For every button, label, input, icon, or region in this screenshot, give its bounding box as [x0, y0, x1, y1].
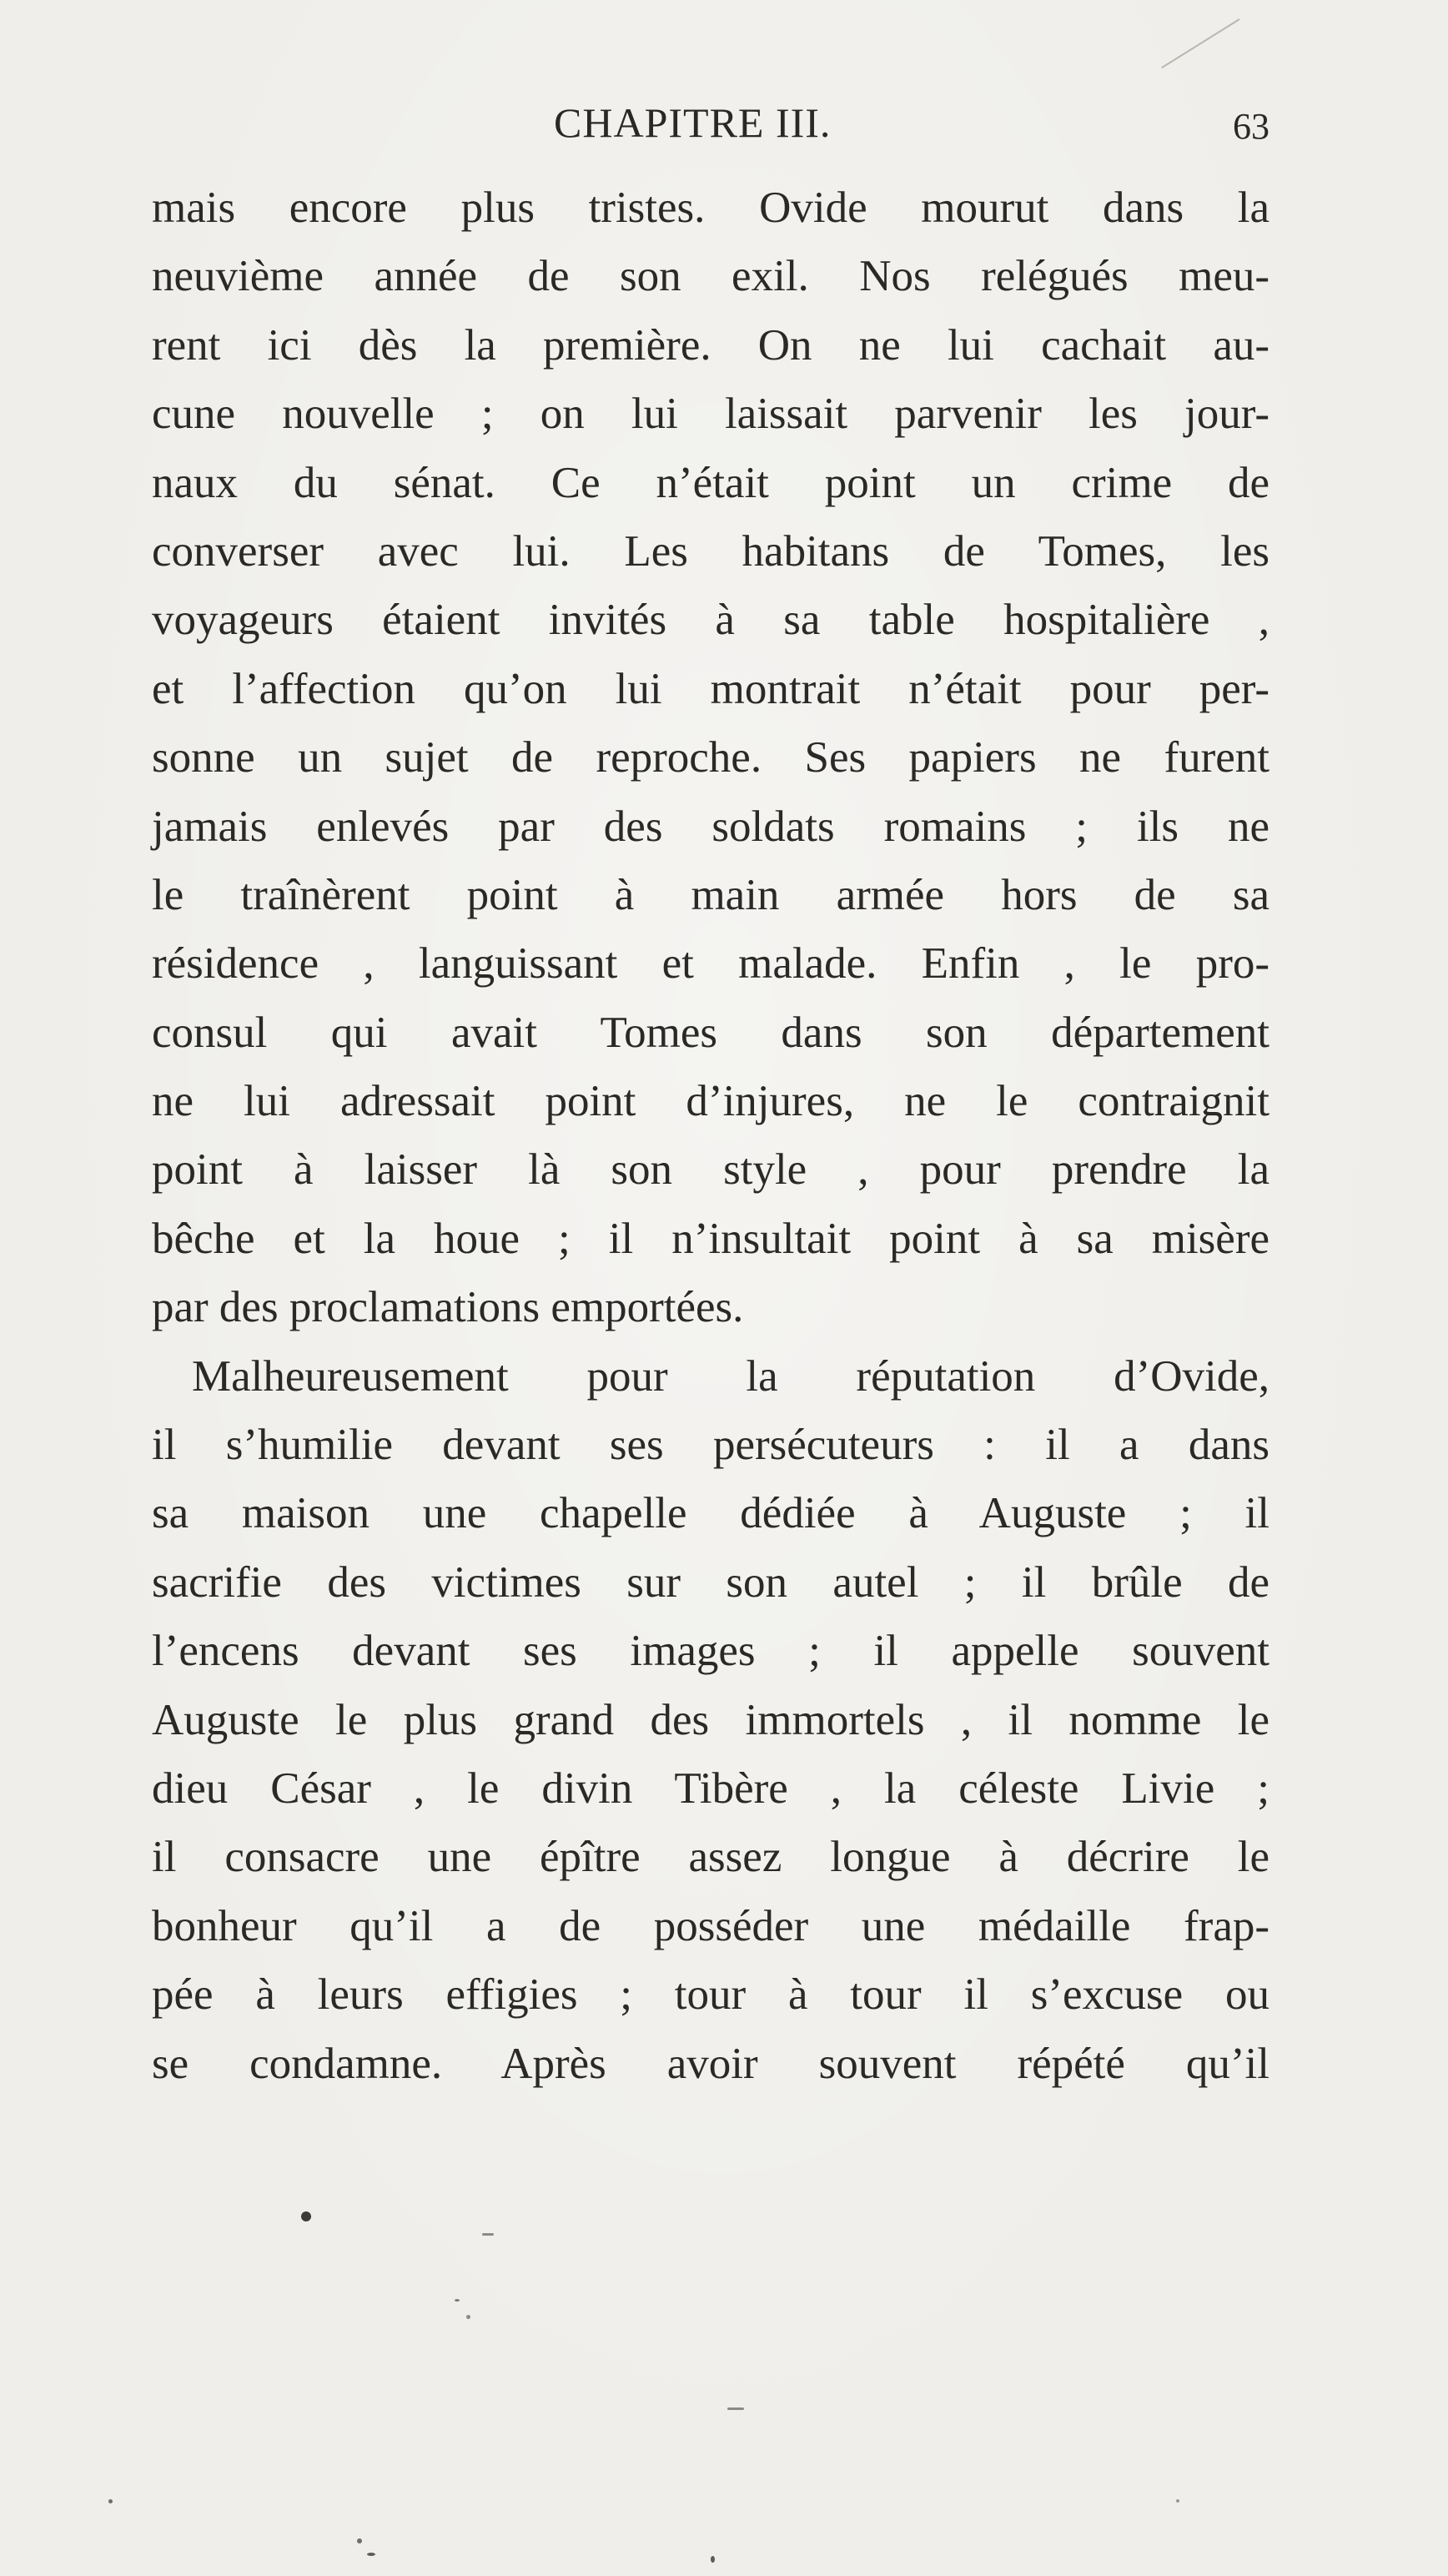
text-line: sa maison une chapelle dédiée à Auguste ; il	[152, 1489, 1270, 1538]
ink-speck	[357, 2538, 362, 2543]
text-line: naux du sénat. Ce n’était point un crime de	[152, 458, 1270, 507]
text-line: mais encore plus tristes. Ovide mourut dans la	[152, 184, 1270, 232]
text-line-paragraph-end: par des proclamations emportées.	[152, 1283, 744, 1332]
ink-speck	[466, 2315, 470, 2319]
ink-speck	[455, 2299, 460, 2302]
text-line-paragraph-start: Malheureusement pour la réputation d’Ovide,	[192, 1351, 1270, 1401]
text-line: neuvième année de son exil. Nos relégués meu-	[152, 252, 1270, 301]
text-line: bêche et la houe ; il n’insultait point à sa misère	[152, 1214, 1270, 1263]
ink-speck	[727, 2407, 744, 2410]
page-number: 63	[1233, 106, 1270, 147]
text-line: il s’humilie devant ses persécuteurs : il a dans	[152, 1421, 1270, 1470]
ink-speck	[367, 2553, 375, 2556]
text-line: voyageurs étaient invités à sa table hospitalière ,	[152, 596, 1270, 645]
chapter-title: CHAPITRE III.	[554, 99, 832, 146]
text-line: point à laisser là son style , pour prendre la	[152, 1145, 1270, 1195]
ink-speck	[711, 2556, 715, 2563]
text-line: se condamne. Après avoir souvent répété qu’il	[152, 2039, 1270, 2088]
text-line: bonheur qu’il a de posséder une médaille frap-	[152, 1901, 1270, 1950]
text-line: il consacre une épître assez longue à décrire le	[152, 1833, 1270, 1882]
text-line: ne lui adressait point d’injures, ne le contraignit	[152, 1077, 1270, 1126]
text-line: résidence , languissant et malade. Enfin , le pro-	[152, 939, 1270, 989]
page-header	[152, 98, 1270, 165]
text-line: converser avec lui. Les habitans de Tomes, les	[152, 526, 1270, 576]
body-text	[152, 174, 1270, 2098]
text-line: le traînèrent point à main armée hors de sa	[152, 870, 1270, 919]
text-line: consul qui avait Tomes dans son département	[152, 1008, 1270, 1057]
text-line: et l’affection qu’on lui montrait n’était pour per-	[152, 664, 1270, 713]
text-line: l’encens devant ses images ; il appelle souvent	[152, 1627, 1270, 1676]
corner-pencil-mark	[1161, 18, 1239, 68]
text-line: sonne un sujet de reproche. Ses papiers ne furent	[152, 733, 1270, 782]
text-line: sacrifie des victimes sur son autel ; il brûle de	[152, 1557, 1270, 1607]
ink-speck	[108, 2499, 113, 2503]
text-line: Auguste le plus grand des immortels , il nomme le	[152, 1695, 1270, 1744]
ink-speck	[482, 2233, 494, 2236]
ink-speck	[301, 2211, 311, 2221]
text-line: jamais enlevés par des soldats romains ; ils ne	[152, 802, 1270, 851]
text-line: pée à leurs effigies ; tour à tour il s’excuse ou	[152, 1970, 1270, 2020]
ink-speck	[1176, 2499, 1179, 2503]
text-line: dieu César , le divin Tibère , la céleste Livie ;	[152, 1763, 1270, 1813]
text-line: rent ici dès la première. On ne lui cachait au-	[152, 320, 1270, 370]
text-line: cune nouvelle ; on lui laissait parvenir les jour-	[152, 390, 1270, 439]
